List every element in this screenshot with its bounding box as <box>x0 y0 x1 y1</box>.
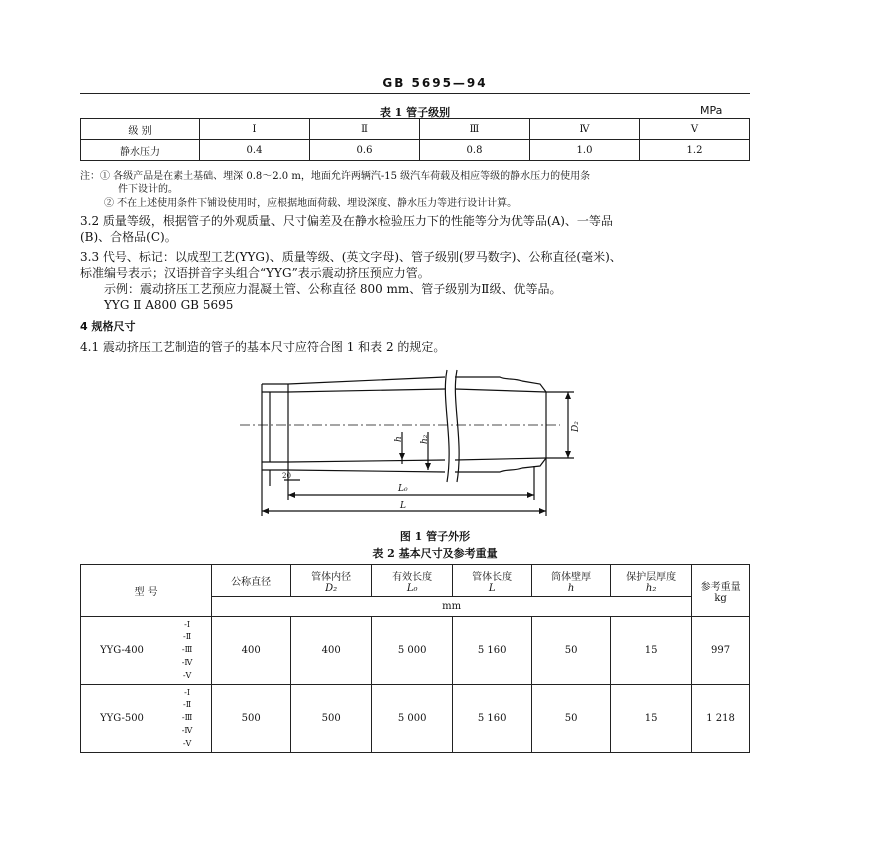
note-2: ② 不在上述使用条件下铺设使用时，应根据地面荷载、埋设深度、静水压力等进行设计计算。 <box>104 198 518 209</box>
header-pipe-length-symbol: L <box>488 582 496 594</box>
label-20: 20 <box>282 472 291 480</box>
grade-cell: Ⅱ <box>310 119 420 140</box>
pressure-cell: 0.4 <box>200 140 310 161</box>
header-reference-weight-unit: kg <box>714 592 727 604</box>
row-weight: 1 218 <box>692 685 750 753</box>
header-wall-thickness-label: 筒体壁厚 <box>551 571 592 583</box>
row-pipe-length: 5 160 <box>453 617 532 685</box>
pressure-row-label: 静水压力 <box>81 140 200 161</box>
row-inner-diameter: 400 <box>291 617 372 685</box>
grade-cell: Ⅴ <box>640 119 750 140</box>
pipe-inner-top-left <box>262 389 445 392</box>
header-cover-thickness-symbol: h₂ <box>645 582 657 594</box>
table-row <box>81 685 750 753</box>
row-grades: -Ⅰ -Ⅱ -Ⅲ -Ⅳ -Ⅴ <box>163 685 212 753</box>
clause-3-2-line2: (B)、合格品(C)。 <box>80 230 177 244</box>
break-lines <box>445 370 459 482</box>
pipe-inner-bottom-right <box>455 458 546 460</box>
row-wall-thickness: 50 <box>532 685 611 753</box>
header-reference-weight <box>692 565 750 617</box>
header-effective-length <box>372 565 453 597</box>
table2-dimensions <box>80 564 750 753</box>
header-pipe-length-label: 管体长度 <box>472 571 513 583</box>
header-pipe-length <box>453 565 532 597</box>
header-inner-diameter-label: 管体内径 <box>311 571 352 583</box>
row-pipe-length: 5 160 <box>453 685 532 753</box>
header-cover-thickness <box>611 565 692 597</box>
row-grades: -Ⅰ -Ⅱ -Ⅲ -Ⅳ -Ⅴ <box>163 617 212 685</box>
row-effective-length: 5 000 <box>372 617 453 685</box>
label-l: L <box>400 501 406 511</box>
row-effective-length: 5 000 <box>372 685 453 753</box>
row-nominal-diameter: 400 <box>212 617 291 685</box>
pressure-cell: 0.8 <box>420 140 530 161</box>
row-nominal-diameter: 500 <box>212 685 291 753</box>
header-wall-thickness-symbol: h <box>567 582 575 594</box>
header-model: 型 号 <box>81 565 212 617</box>
header-inner-diameter <box>291 565 372 597</box>
unit-mm: mm <box>212 597 692 617</box>
row-wall-thickness: 50 <box>532 617 611 685</box>
arrow-h <box>399 453 431 470</box>
header-wall-thickness <box>532 565 611 597</box>
grade-cell: Ⅲ <box>420 119 530 140</box>
grade-row-label: 级 别 <box>81 119 200 140</box>
header-cover-thickness-label: 保护层厚度 <box>626 571 677 583</box>
label-h: h <box>394 436 404 442</box>
clause-4-1: 4.1 震动挤压工艺制造的管子的基本尺寸应符合图 1 和表 2 的规定。 <box>80 340 446 354</box>
table1-caption: 表 1 管子级别 <box>379 106 451 119</box>
pipe-outer-top-left <box>262 377 445 384</box>
clause-3-3-line1: 3.3 代号、标记：以成型工艺(YYG)、质量等级、(英文字母)、管子级别(罗马数字)、公称直径(毫米)、 <box>80 250 622 264</box>
table1-unit: MPa <box>700 104 723 117</box>
pipe-inner-bottom-left <box>262 460 445 462</box>
label-d2: D₂ <box>571 421 581 432</box>
pressure-cell: 0.6 <box>310 140 420 161</box>
header-reference-weight-label: 参考重量 <box>700 581 741 593</box>
pipe-inner-top-right <box>455 389 546 392</box>
header-effective-length-symbol: L₀ <box>406 582 418 594</box>
row-inner-diameter: 500 <box>291 685 372 753</box>
clause-3-3-example: 示例：震动挤压工艺预应力混凝土管、公称直径 800 mm、管子级别为Ⅱ级、优等品。 <box>104 282 562 296</box>
pressure-cell: 1.0 <box>530 140 640 161</box>
note-1-line2: 件下设计的。 <box>118 184 178 195</box>
row-weight: 997 <box>692 617 750 685</box>
grade-cell: Ⅰ <box>200 119 310 140</box>
table-row <box>81 565 750 597</box>
clause-3-3-marking: YYG Ⅱ A800 GB 5695 <box>104 298 234 312</box>
header-nominal-diameter: 公称直径 <box>212 565 291 597</box>
row-cover-thickness: 15 <box>611 617 692 685</box>
pressure-cell: 1.2 <box>640 140 750 161</box>
pipe-left-end <box>262 384 288 470</box>
standard-header: GB 5695—94 <box>382 76 488 90</box>
label-l0: L₀ <box>398 484 408 494</box>
figure1-caption: 图 1 管子外形 <box>399 530 471 543</box>
row-model: YYG-400 <box>81 617 164 685</box>
table-row <box>81 617 750 685</box>
section-4-title: 4 规格尺寸 <box>80 320 136 333</box>
header-effective-length-label: 有效长度 <box>392 571 433 583</box>
row-cover-thickness: 15 <box>611 685 692 753</box>
table2-caption: 表 2 基本尺寸及参考重量 <box>372 547 498 560</box>
clause-3-2-line1: 3.2 质量等级，根据管子的外观质量、尺寸偏差及在静水检验压力下的性能等分为优等品(A)、一等品 <box>80 214 613 228</box>
grade-cell: Ⅳ <box>530 119 640 140</box>
note-1-line1: 注：① 各级产品是在素土基础、埋深 0.8～2.0 m，地面允许两辆汽-15 级汽车荷载及相应等级的静水压力的使用条 <box>80 171 591 182</box>
clause-3-3-line2: 标准编号表示；汉语拼音字头组合“YYG”表示震动挤压预应力管。 <box>80 266 430 280</box>
header-inner-diameter-symbol: D₂ <box>325 582 338 594</box>
label-h2: h₂ <box>420 434 430 444</box>
row-model: YYG-500 <box>81 685 164 753</box>
